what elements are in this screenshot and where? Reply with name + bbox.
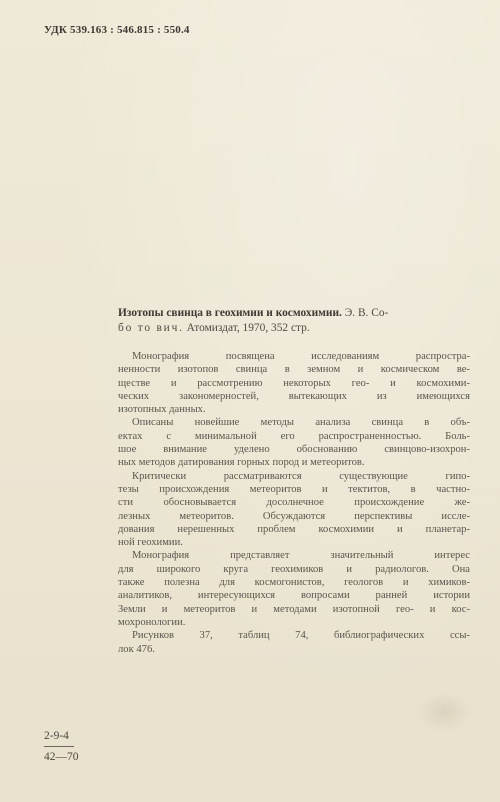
annotation-line: Рисунков 37, таблиц 74, библиографических ссы- [132,630,470,642]
bibliographic-line-1 [118,306,470,321]
annotation-line: ной геохимии. [118,537,183,549]
annotation-paragraph [118,470,470,550]
bibliographic-description [118,306,470,336]
annotation-line: ненности изотопов свинца в земном и космическом ве- [118,364,470,376]
publisher-code-numerator: 2-9-4 [44,728,74,747]
publisher-code [44,728,79,766]
annotation-line: ществе и рассмотрению некоторых гео- и космохими- [118,377,470,389]
annotation-line: шое внимание уделено обоснованию свинцово-изохрон- [118,444,470,456]
annotation-line: Монография посвящена исследованиям распростра- [132,351,470,362]
annotation-line: сти обосновывается досолнечное происхождение же- [118,497,470,509]
paper-stain [416,692,472,732]
udk-classification: УДК 539.163 : 546.815 : 550.4 [44,24,190,36]
annotation-line: Монография представляет значительный интерес [132,550,470,562]
annotation-paragraph [118,416,470,469]
author-part-1: Э. В. Со- [341,307,389,319]
annotation-paragraph [118,549,470,629]
annotation-paragraph [118,350,470,416]
annotation-line: дования нерешенных проблем космохимии и планетар- [118,523,470,535]
annotation-line: Земли и метеоритов и методами изотопной гео- и кос- [118,603,470,615]
annotation-line: изотопных данных. [118,404,206,416]
author-part-2: бо то вич. [118,322,184,334]
annotation-line: аналитиков, интересующихся вопросами ранней истории [118,590,470,602]
annotation-line: для широкого круга геохимиков и радиологов. Она [118,563,470,575]
annotation-line: ектах с минимальной его распространенностью. Боль- [118,430,470,442]
annotation-line: также полезна для космогонистов, геологов и химиков- [118,577,470,589]
book-title: Изотопы свинца в геохимии и космохимии. [118,307,342,319]
annotation-line: ных методов датирования горных пород и метеоритов. [118,457,365,469]
annotation-line: лезных метеоритов. Обсуждаются перспективы иссле- [118,510,470,522]
annotation-line: Описаны новейшие методы анализа свинца в объ- [132,417,470,429]
annotation-line: лок 476. [118,643,155,655]
annotation-text [118,350,470,656]
annotation-paragraph [118,629,470,656]
bibliographic-line-2 [118,321,470,336]
publisher-info: Атомиздат, 1970, 352 стр. [183,322,310,334]
annotation-line: ческих закономерностей, вытекающих из имеющихся [118,390,470,402]
annotation-line: Критически рассматриваются существующие гипо- [132,470,470,482]
annotation-line: мохронологии. [118,616,186,628]
annotation-line: тезы происхождения метеоритов и тектитов, в частно- [118,483,470,495]
publisher-code-denominator: 42—70 [44,751,79,763]
